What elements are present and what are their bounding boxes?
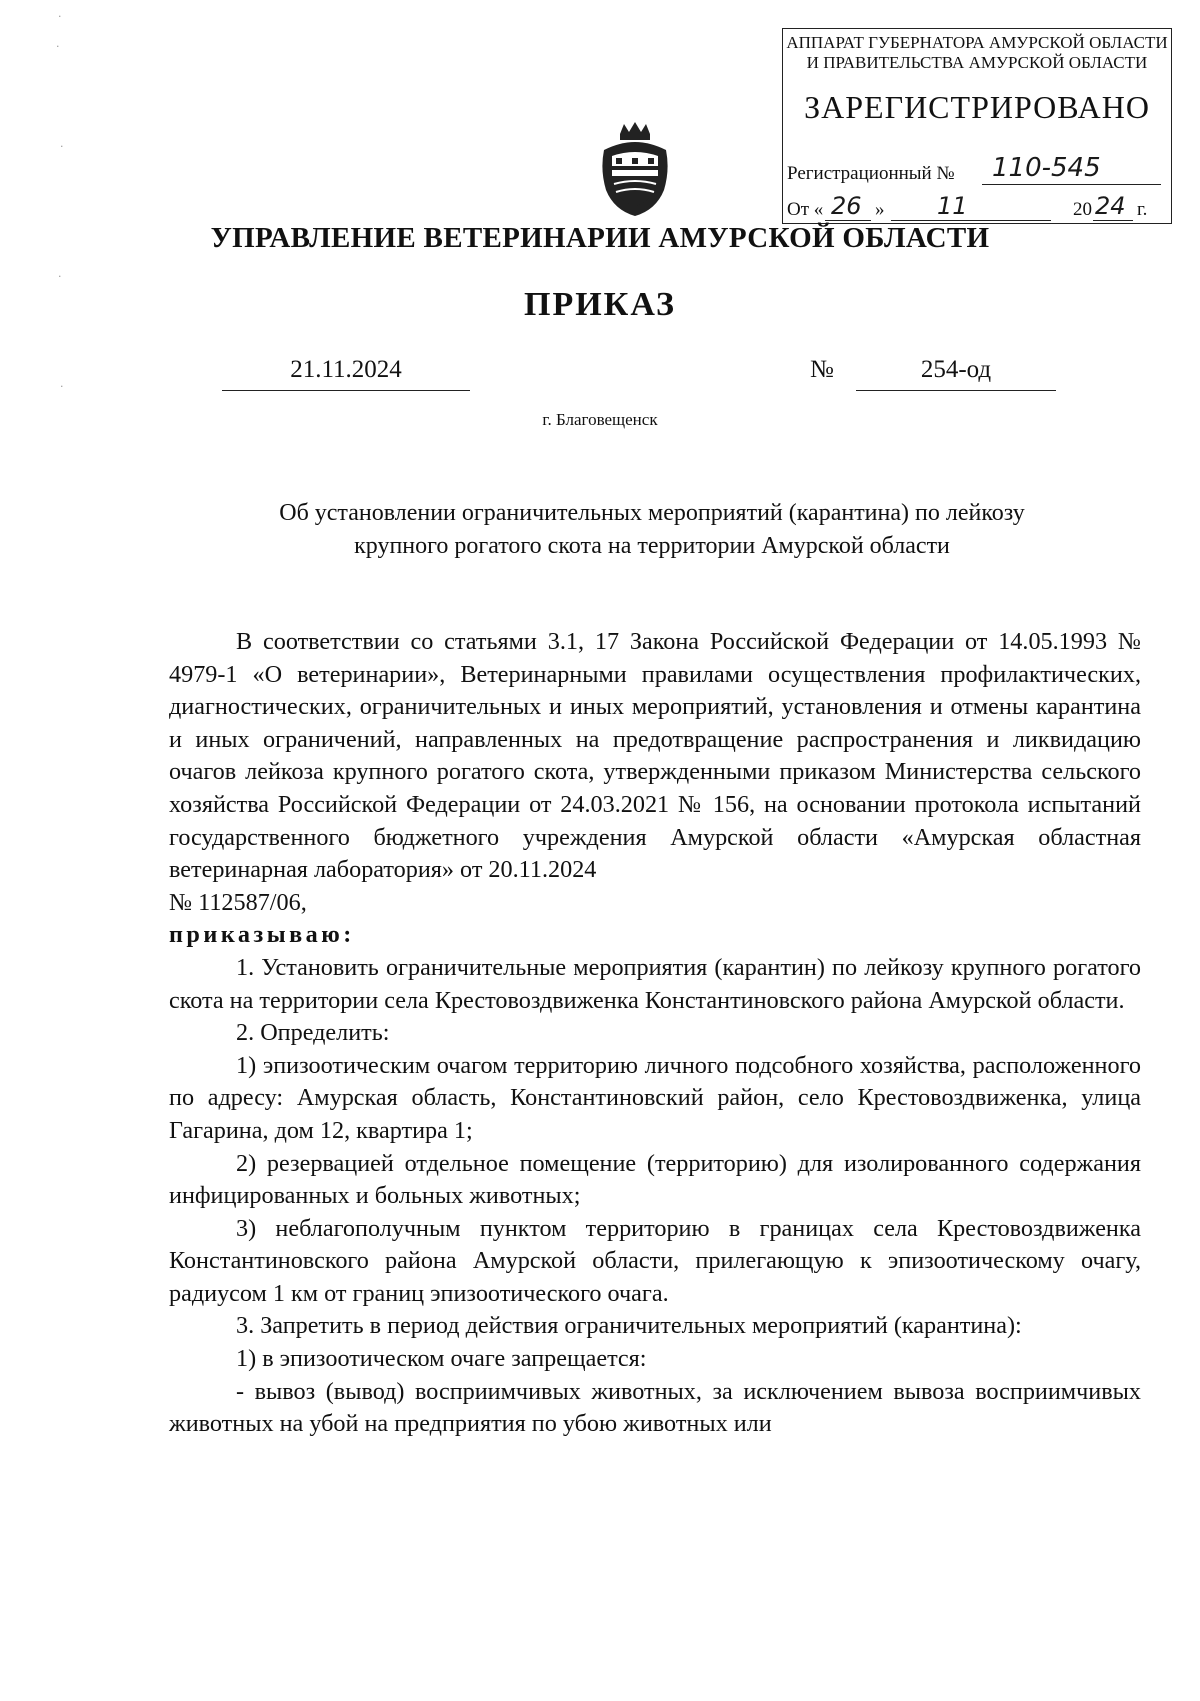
stamp-reg-number-row <box>787 153 1161 187</box>
paragraph-2: 2. Определить: <box>236 1019 390 1047</box>
stamp-date-prefix: От « <box>787 199 824 220</box>
paragraph-2-2: 2) резервацией отдельное помещение (территорию) для изолированного содержания инфицированных и больных животных; <box>169 1149 1141 1210</box>
stamp-title: ЗАРЕГИСТРИРОВАНО <box>804 89 1150 125</box>
paragraph-3-1: 1) в эпизоотическом очаге запрещается: <box>236 1345 647 1373</box>
scan-mark: · <box>56 40 60 53</box>
stamp-org-line2: И ПРАВИТЕЛЬСТВА АМУРСКОЙ ОБЛАСТИ <box>806 53 1148 72</box>
paragraph-2-1: 1) эпизоотическим очагом территорию личного подсобного хозяйства, расположенного по адресу: Амурская область, Константиновский район, село Крестовоздвиженка, улица Гагарина, дом 12, квартира 1; <box>169 1051 1141 1144</box>
preamble-end: № 112587/06, <box>169 888 307 916</box>
paragraph-3: 3. Запретить в период действия ограничительных мероприятий (карантина): <box>236 1312 1022 1340</box>
paragraph-1: 1. Установить ограничительные мероприятия (карантин) по лейкозу крупного рогатого скота на территории села Крестовоздвиженка Константиновского района Амурской области. <box>169 953 1141 1014</box>
order-number-sign: № <box>810 356 834 383</box>
order-body <box>169 626 1141 1441</box>
stamp-day: 26 <box>831 192 862 220</box>
order-subject <box>200 497 1104 563</box>
stamp-month-underline <box>891 219 1051 221</box>
stamp-month: 11 <box>937 192 968 220</box>
paragraph-3-1-a: - вывоз (вывод) восприимчивых животных, за исключением вывоза восприимчивых животных на убой на предприятия по убою животных или <box>169 1377 1141 1438</box>
order-date: 21.11.2024 <box>290 356 402 383</box>
stamp-reg-number: 110-545 <box>992 153 1101 183</box>
scan-mark: · <box>60 140 64 153</box>
city: г. Благовещенск <box>542 410 658 429</box>
organization-title: УПРАВЛЕНИЕ ВЕТЕРИНАРИИ АМУРСКОЙ ОБЛАСТИ <box>210 222 990 254</box>
subject-line1: Об установлении ограничительных мероприятий (карантина) по лейкозу <box>279 500 1025 526</box>
paragraph-2-3: 3) неблагополучным пунктом территорию в границах села Крестовоздвиженка Константиновского района Амурской области, прилегающую к эпизоотическому очагу, радиусом 1 км от границ эпизоотического очага. <box>169 1214 1141 1307</box>
stamp-day-close: » <box>875 199 885 220</box>
order-word: приказываю: <box>169 921 355 949</box>
scan-mark: · <box>60 380 64 393</box>
coat-of-arms-icon <box>600 120 670 218</box>
order-date-underline <box>222 390 470 391</box>
stamp-year-suffix: г. <box>1137 199 1148 220</box>
scan-mark: · <box>58 270 62 283</box>
scan-mark: · <box>58 10 62 23</box>
registration-stamp <box>782 28 1172 224</box>
stamp-date-row <box>787 192 1161 225</box>
order-number-underline <box>856 390 1056 391</box>
preamble: В соответствии со статьями 3.1, 17 Закона Российской Федерации от 14.05.1993 № 4979-1 «О ветеринарии», Ветеринарными правилами осуществления профилактических, диагностических, ограничительных и иных мероприятий, установления и отмены карантина и иных ограничений, направленных на предотвращение распространения и ликвидацию очагов лейкоза крупного рогатого скота, утвержденными приказом Министерства сельского хозяйства Российской Федерации от 24.03.2021 № 156, на основании протокола испытаний государственного бюджетного учреждения Амурской области «Амурская областная ветеринарная лаборатория» от 20.11.2024 <box>169 628 1141 884</box>
document-type: ПРИКАЗ <box>524 286 676 323</box>
stamp-reg-label: Регистрационный № <box>787 163 955 184</box>
stamp-year-print: 20 <box>1073 199 1092 220</box>
subject-line2: крупного рогатого скота на территории Амурской области <box>354 533 950 559</box>
stamp-org-line1: АППАРАТ ГУБЕРНАТОРА АМУРСКОЙ ОБЛАСТИ <box>786 33 1168 52</box>
stamp-reg-underline <box>982 183 1161 185</box>
order-number: 254-од <box>920 356 992 383</box>
stamp-year-hand: 24 <box>1095 192 1126 220</box>
